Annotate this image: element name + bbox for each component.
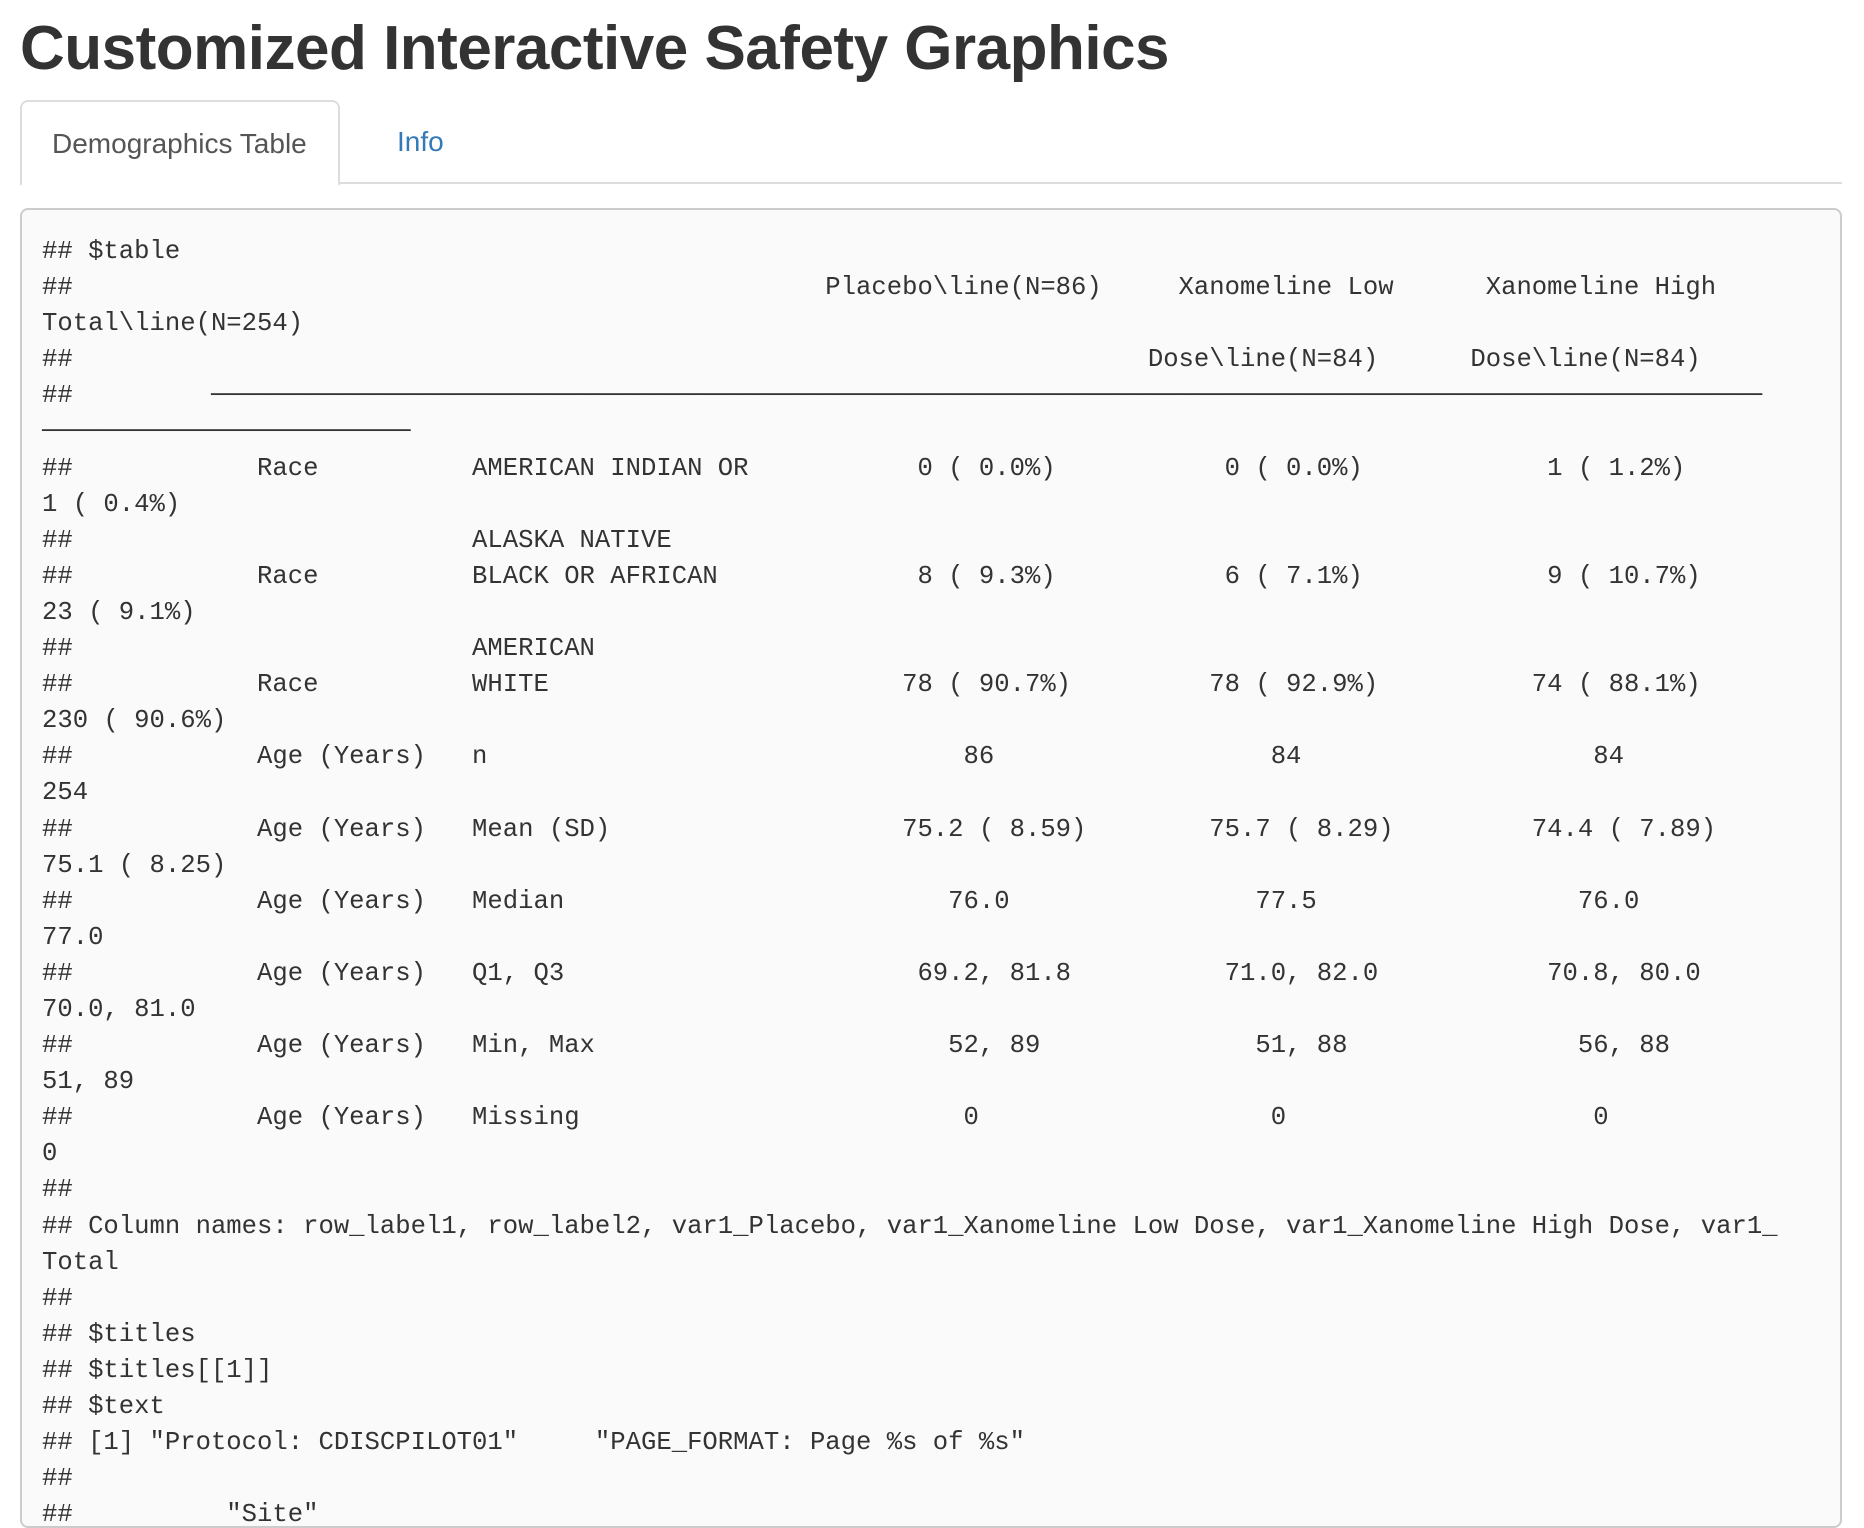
output-line: ## Age (Years) Median 76.0 77.5 76.0 bbox=[42, 886, 1640, 916]
output-line: ## bbox=[42, 1175, 73, 1205]
output-line: Total\line(N=254) bbox=[42, 309, 304, 339]
output-line: 1 ( 0.4%) bbox=[42, 489, 181, 519]
output-line: Total bbox=[42, 1247, 119, 1277]
output-line: ## Age (Years) Mean (SD) 75.2 ( 8.59) 75.7 ( 8.29) 74.4 ( 7.89) bbox=[42, 814, 1717, 844]
output-line: ## "Site" bbox=[42, 1500, 319, 1528]
output-line: ## Age (Years) n 86 84 84 bbox=[42, 742, 1624, 772]
output-line: ## $table bbox=[42, 237, 181, 266]
output-line: ## ───────────────────────────────────────────────────────────────────────────────────────────────────── bbox=[42, 381, 1763, 411]
output-line: ──────────────────────── bbox=[42, 417, 411, 447]
output-line: ## AMERICAN bbox=[42, 634, 595, 664]
page-title: Customized Interactive Safety Graphics bbox=[20, 14, 1170, 83]
verbatim-output-panel bbox=[20, 208, 1842, 1528]
output-line: ## Race BLACK OR AFRICAN 8 ( 9.3%) 6 ( 7.1%) 9 ( 10.7%) bbox=[42, 561, 1701, 591]
output-line: ## Race AMERICAN INDIAN OR 0 ( 0.0%) 0 ( 0.0%) 1 ( 1.2%) bbox=[42, 453, 1686, 483]
output-line: ## bbox=[42, 1283, 73, 1313]
output-line: ## $titles bbox=[42, 1319, 196, 1349]
output-line: ## ALASKA NATIVE bbox=[42, 525, 672, 555]
output-line: ## bbox=[42, 1464, 73, 1494]
output-line: ## [1] "Protocol: CDISCPILOT01" "PAGE_FORMAT: Page %s of %s" bbox=[42, 1428, 1025, 1458]
verbatim-output-text bbox=[22, 210, 1840, 1528]
output-line: ## Race WHITE 78 ( 90.7%) 78 ( 92.9%) 74 ( 88.1%) bbox=[42, 670, 1701, 700]
tab-bar bbox=[20, 100, 1842, 184]
output-line: 77.0 bbox=[42, 922, 104, 952]
output-line: 75.1 ( 8.25) bbox=[42, 850, 227, 880]
output-line: 70.0, 81.0 bbox=[42, 994, 196, 1024]
output-line: 51, 89 bbox=[42, 1067, 135, 1097]
output-line: ## $titles[[1]] bbox=[42, 1355, 273, 1385]
output-line: ## Age (Years) Min, Max 52, 89 51, 88 56, 88 bbox=[42, 1031, 1671, 1061]
output-line: ## Dose\line(N=84) Dose\line(N=84) bbox=[42, 345, 1701, 375]
output-line: ## Age (Years) Q1, Q3 69.2, 81.8 71.0, 82.0 70.8, 80.0 bbox=[42, 958, 1701, 988]
output-line: ## $text bbox=[42, 1392, 165, 1421]
output-line: ## Age (Years) Missing 0 0 0 bbox=[42, 1103, 1609, 1133]
output-line: 230 ( 90.6%) bbox=[42, 706, 227, 736]
output-line: 254 bbox=[42, 778, 89, 808]
tab-info[interactable]: Info bbox=[397, 126, 444, 157]
output-line: 0 bbox=[42, 1139, 58, 1169]
output-line: ## Column names: row_label1, row_label2, var1_Placebo, var1_Xanomeline Low Dose, var1_Xanomeline High Dose, var1_ bbox=[42, 1211, 1778, 1241]
output-line: 23 ( 9.1%) bbox=[42, 597, 196, 627]
tab-demographics-table[interactable]: Demographics Table bbox=[20, 100, 340, 186]
output-line: ## Placebo\line(N=86) Xanomeline Low Xanomeline High bbox=[42, 273, 1717, 303]
